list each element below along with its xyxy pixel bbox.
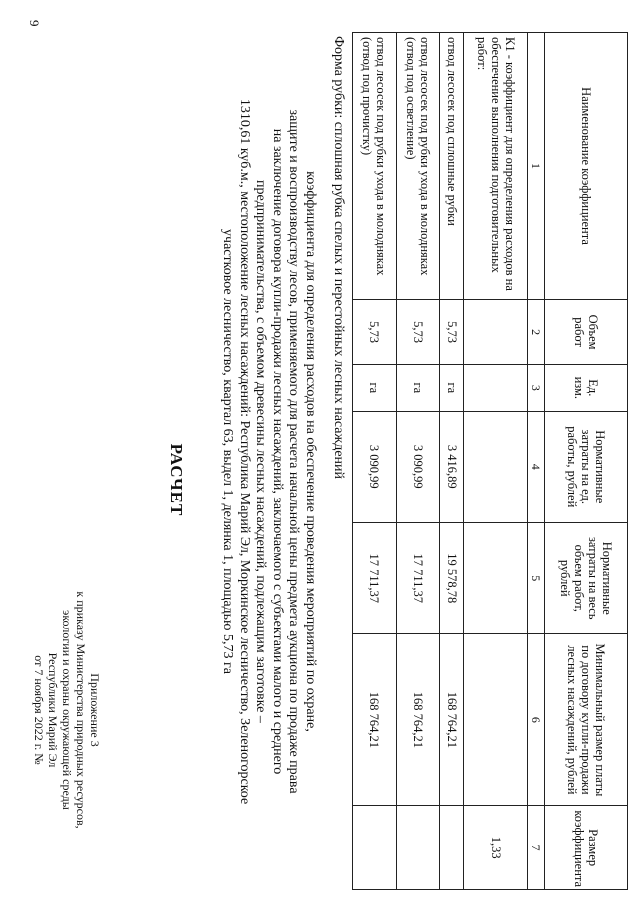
row-total-cost: 17 711,37 (353, 523, 397, 634)
document-title: РАСЧЕТ (167, 443, 186, 517)
empty-cell (440, 806, 464, 890)
description-line: участковое лесничество, квартал 63, выдел 1, делянка 1, площадью 5,73 га (220, 229, 236, 674)
header-cell: Наименование коэффициента (544, 33, 627, 300)
appendix-header (32, 560, 102, 860)
description-line: защите и воспроизводству лесов, применяемого для расчета начальной цены предмета аукциона по продаже права (286, 109, 302, 794)
row-total-cost: 17 711,37 (396, 523, 440, 634)
description-line: коэффициента для определения расходов на обеспечение проведения мероприятий по охране, (303, 171, 318, 732)
row-unit: га (440, 365, 464, 411)
empty-cell (396, 806, 440, 890)
appendix-line: Приложение 3 (88, 673, 102, 747)
row-min-payment: 168 764,21 (353, 634, 397, 806)
row-volume: 5,73 (353, 300, 397, 365)
row-name: отвод лесосек под рубки ухода в молодняках (отвод под прочистку) (353, 33, 397, 300)
header-cell: Минимальный размер платы по договору купли-продажи лесных насаждений, рублей (544, 634, 627, 806)
description-line: 1310,61 куб.м., местоположение лесных насаждений: Республика Марий Эл, Моркинское лесничество, Зеленогорское (236, 98, 252, 805)
k1-name: К1 - коэффициент для определения расходов на обеспечение выполнения подготовительных работ: (464, 33, 527, 300)
empty-cell (464, 634, 527, 806)
row-unit: га (353, 365, 397, 411)
column-number: 5 (527, 523, 544, 634)
column-number: 2 (527, 300, 544, 365)
table-row (440, 33, 464, 890)
empty-cell (464, 523, 527, 634)
row-volume: 5,73 (396, 300, 440, 365)
row-unit: га (396, 365, 440, 411)
document-description (218, 0, 318, 903)
appendix-line: от 7 ноября 2022 г. № (32, 655, 46, 765)
row-unit-cost: 3 090,99 (353, 411, 397, 522)
row-volume: 5,73 (440, 300, 464, 365)
column-number: 4 (527, 411, 544, 522)
empty-cell (464, 365, 527, 411)
table-row (353, 33, 397, 890)
empty-cell (464, 411, 527, 522)
form-of-felling: Форма рубки: сплошная рубка спелых и перестойных лесных насаждений (331, 36, 346, 480)
header-cell: Нормативные затраты на весь объем работ, рублей (544, 523, 627, 634)
k1-coefficient: 1,33 (464, 806, 527, 890)
header-cell: Нормативные затраты на ед. работы, рублей (544, 411, 627, 522)
table-row-k1 (464, 33, 527, 890)
empty-cell (353, 806, 397, 890)
column-number: 6 (527, 634, 544, 806)
table-header-row (544, 33, 627, 890)
row-unit-cost: 3 416,89 (440, 411, 464, 522)
column-number: 7 (527, 806, 544, 890)
appendix-line: к приказу Министерства природных ресурсов, (74, 591, 88, 829)
coefficient-table (352, 32, 628, 890)
row-min-payment: 168 764,21 (440, 634, 464, 806)
empty-cell (464, 300, 527, 365)
row-name: отвод лесосек под сплошные рубки (440, 33, 464, 300)
row-unit-cost: 3 090,99 (396, 411, 440, 522)
description-line: на заключение договора купли-продажи лесных насаждений, заключаемого с субъектами малого и среднего (269, 128, 285, 775)
row-name: отвод лесосек под рубки ухода в молодняках (отвод под осветление) (396, 33, 440, 300)
table-row (396, 33, 440, 890)
description-line: предпринимательства, с объемом древесины лесных насаждений, подлежащим заготовке – (253, 180, 269, 723)
header-cell: Объем работ (544, 300, 627, 365)
row-min-payment: 168 764,21 (396, 634, 440, 806)
header-cell: Размер коэффициента (544, 806, 627, 890)
row-total-cost: 19 578,78 (440, 523, 464, 634)
column-number: 1 (527, 33, 544, 300)
appendix-line: Республики Марий Эл (46, 652, 60, 768)
column-number: 3 (527, 365, 544, 411)
page-number: 9 (27, 20, 42, 27)
column-number-row (527, 33, 544, 890)
appendix-line: экологии и охраны окружающей среды (60, 610, 74, 810)
header-cell: Ед. изм. (544, 365, 627, 411)
